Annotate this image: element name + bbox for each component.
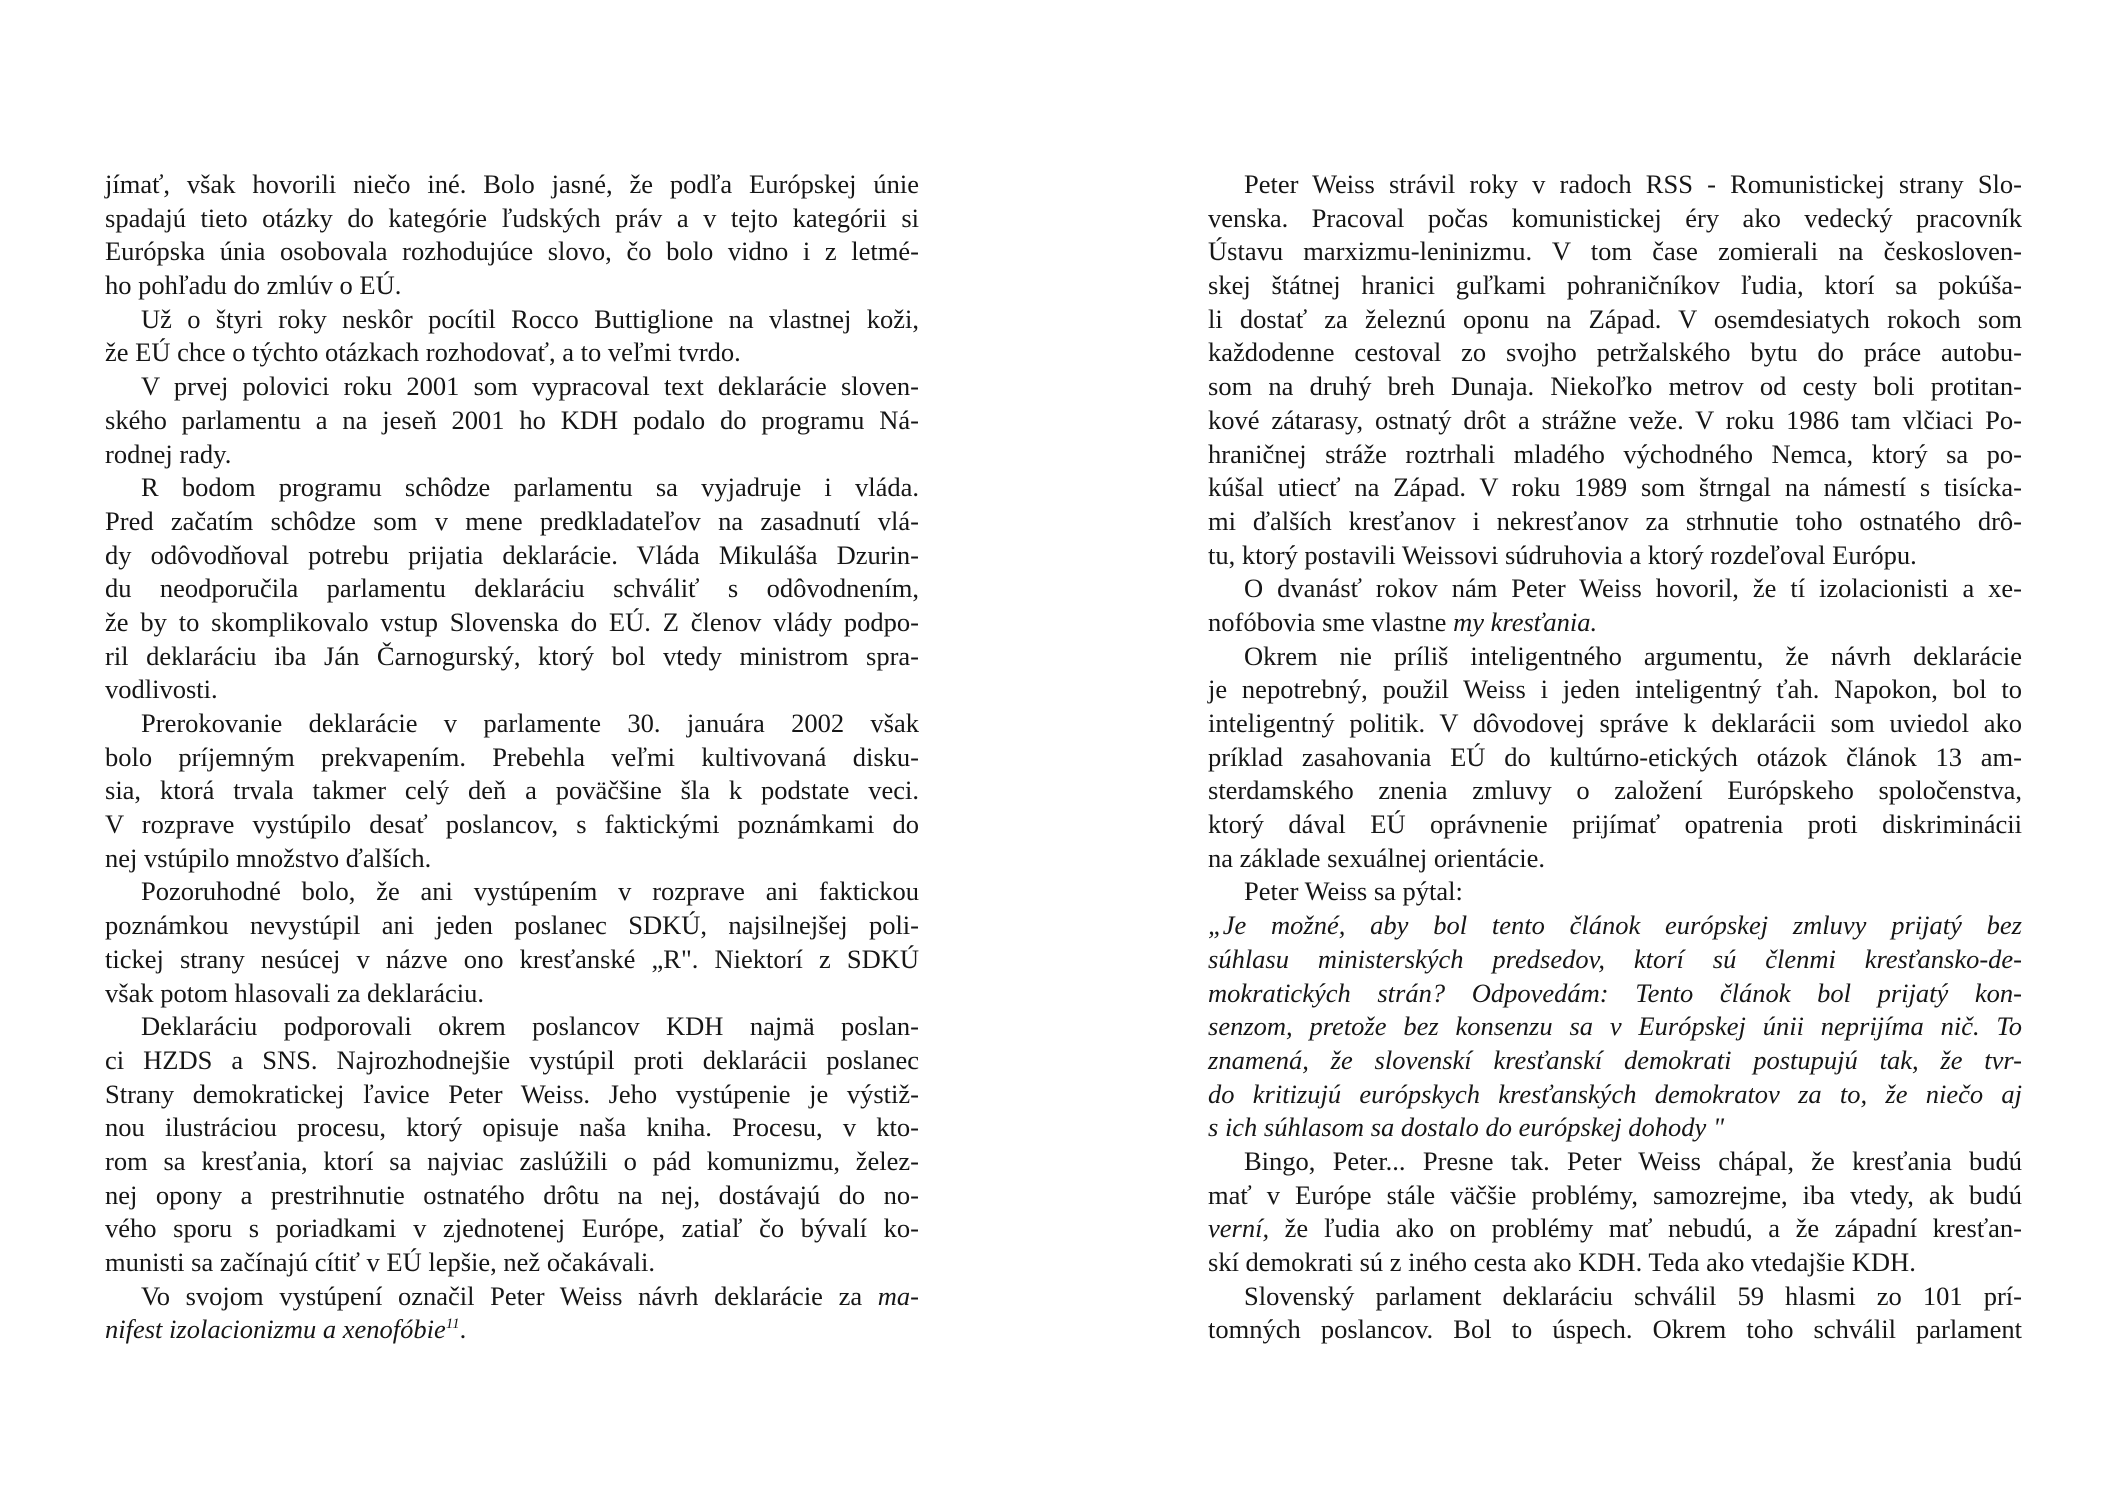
italic-run: ma- bbox=[877, 1280, 919, 1311]
text-line: tu, ktorý postavili Weissovi súdruhovia a ktorý rozdeľoval Európu. bbox=[1208, 539, 1917, 570]
text-line: Slovenský parlament deklaráciu schválil 59 hlasmi zo 101 prí- bbox=[1244, 1280, 2022, 1311]
text-line: hraničnej stráže roztrhali mladého východného Nemca, ktorý sa po- bbox=[1208, 438, 2022, 469]
quote-line: do kritizujú európskych kresťanských demokratov za to, že niečo aj bbox=[1208, 1078, 2022, 1109]
text-run: Vo svojom vystúpení označil Peter Weiss návrh deklarácie za bbox=[141, 1280, 878, 1311]
text-line: skej štátnej hranici guľkami pohraničníkov ľudia, ktorí sa pokúša- bbox=[1208, 270, 2022, 301]
quote-line: znamená, že slovenskí kresťanskí demokrati postupujú tak, že tvr- bbox=[1208, 1044, 2022, 1075]
text-line: Prerokovanie deklarácie v parlamente 30. januára 2002 však bbox=[141, 708, 919, 738]
text-line: Bingo, Peter... Presne tak. Peter Weiss chápal, že kresťania budú bbox=[1244, 1145, 2022, 1176]
text-line: každodenne cestoval zo svojho petržalského bytu do práce autobu- bbox=[1208, 337, 2022, 368]
text-line: spadajú tieto otázky do kategórie ľudských práv a v tejto kategórii si bbox=[105, 202, 919, 233]
text-line: vého sporu s poriadkami v zjednotenej Európe, zatiaľ čo bývalí ko- bbox=[105, 1213, 919, 1244]
text-line: Strany demokratickej ľavice Peter Weiss. Jeho vystúpenie je výstiž- bbox=[105, 1078, 919, 1109]
text-line: V rozprave vystúpilo desať poslancov, s faktickými poznámkami do bbox=[105, 809, 919, 840]
text-line: Peter Weiss strávil roky v radoch RSS - Romunistickej strany Slo- bbox=[1244, 169, 2022, 199]
text-line: je nepotrebný, použil Weiss i jeden inteligentný ťah. Napokon, bol to bbox=[1208, 674, 2022, 705]
text-line bbox=[1208, 1212, 2022, 1246]
text-run: že ľudia ako on problémy mať nebudú, a že západní kresťan- bbox=[1269, 1213, 2022, 1244]
text-line: ktorý dával EÚ oprávnenie prijímať opatrenia proti diskriminácii bbox=[1208, 809, 2022, 840]
quote-line: „Je možné, aby bol tento článok európskej zmluvy prijatý bez bbox=[1208, 910, 2022, 941]
text-run: nofóbovia sme vlastne bbox=[1208, 606, 1454, 637]
text-line bbox=[1208, 606, 2022, 640]
text-line: mi ďalších kresťanov i nekresťanov za strhnutie toho ostnatého drô- bbox=[1208, 505, 2022, 536]
text-line: nej opony a prestrihnutie ostnatého drôtu na nej, dostávajú do no- bbox=[105, 1179, 919, 1210]
text-line: ril deklaráciu iba Ján Čarnogurský, ktorý bol vtedy ministrom spra- bbox=[105, 640, 919, 671]
text-line: R bodom programu schôdze parlamentu sa vyjadruje i vláda. bbox=[141, 472, 919, 503]
text-line: rom sa kresťania, ktorí sa najviac zaslúžili o pád komunizmu, želez- bbox=[105, 1145, 919, 1176]
text-line: Pred začatím schôdze som v mene predkladateľov na zasadnutí vlá- bbox=[105, 505, 919, 536]
text-line: du neodporučila parlamentu deklaráciu schváliť s odôvodnením, bbox=[105, 573, 919, 604]
italic-run: my kresťania. bbox=[1453, 606, 1598, 637]
text-line: tomných poslancov. Bol to úspech. Okrem toho schválil parlament bbox=[1208, 1314, 2022, 1345]
italic-run: nifest izolacionizmu a xenofóbie bbox=[105, 1314, 446, 1345]
text-line: ci HZDS a SNS. Najrozhodnejšie vystúpil proti deklarácii poslanec bbox=[105, 1044, 919, 1075]
text-line: bolo príjemným prekvapením. Prebehla veľmi kultivovaná disku- bbox=[105, 741, 919, 772]
left-page bbox=[105, 168, 919, 1347]
text-line: V prvej polovici roku 2001 som vypracoval text deklarácie sloven- bbox=[141, 371, 919, 402]
text-line: O dvanásť rokov nám Peter Weiss hovoril, že tí izolacionisti a xe- bbox=[1244, 573, 2022, 604]
text-line: venska. Pracoval počas komunistickej éry ako vedecký pracovník bbox=[1208, 202, 2022, 233]
text-line: ho pohľadu do zmlúv o EÚ. bbox=[105, 270, 402, 301]
text-line: som na druhý breh Dunaja. Niekoľko metrov od cesty boli protitan- bbox=[1208, 371, 2022, 402]
quote-line: mokratických strán? Odpovedám: Tento článok bol prijatý kon- bbox=[1208, 977, 2022, 1008]
text-line: Už o štyri roky neskôr pocítil Rocco Buttiglione na vlastnej koži, bbox=[141, 303, 919, 334]
text-line: nou ilustráciou procesu, ktorý opisuje naša kniha. Procesu, v kto- bbox=[105, 1112, 919, 1143]
text-line: jímať, však hovorili niečo iné. Bolo jasné, že podľa Európskej únie bbox=[105, 169, 919, 199]
text-line: inteligentný politik. V dôvodovej správe k deklarácii som uviedol ako bbox=[1208, 708, 2022, 738]
quote-line: súhlasu ministerských predsedov, ktorí sú členmi kresťansko-de- bbox=[1208, 943, 2022, 974]
text-run: . bbox=[459, 1314, 467, 1345]
quote-line: senzom, pretože bez konsenzu sa v Európskej únii neprijíma nič. To bbox=[1208, 1011, 2022, 1042]
text-line: že EÚ chce o týchto otázkach rozhodovať, a to veľmi tvrdo. bbox=[105, 337, 741, 368]
text-line: nej vstúpilo množstvo ďalších. bbox=[105, 842, 432, 873]
text-line: však potom hlasovali za deklaráciu. bbox=[105, 977, 484, 1008]
text-line: na základe sexuálnej orientácie. bbox=[1208, 842, 1545, 873]
text-line: skí demokrati sú z iného cesta ako KDH. Teda ako vtedajšie KDH. bbox=[1208, 1247, 1916, 1277]
text-line: tickej strany nesúcej v názve ono kresťanské „R". Niektorí z SDKÚ bbox=[105, 943, 919, 974]
text-line: Peter Weiss sa pýtal: bbox=[1244, 876, 1463, 907]
italic-run: verní, bbox=[1208, 1213, 1270, 1244]
right-page bbox=[1208, 168, 2022, 1347]
text-line: mať v Európe stále väčšie problémy, samozrejme, iba vtedy, ak budú bbox=[1208, 1179, 2022, 1210]
text-line: poznámkou nevystúpil ani jeden poslanec SDKÚ, najsilnejšej poli- bbox=[105, 910, 919, 941]
text-line: Európska únia osobovala rozhodujúce slovo, čo bolo vidno i z letmé- bbox=[105, 236, 919, 267]
text-line: kové zátarasy, ostnatý drôt a strážne veže. V roku 1986 tam vlčiaci Po- bbox=[1208, 404, 2022, 435]
text-line: ského parlamentu a na jeseň 2001 ho KDH podalo do programu Ná- bbox=[105, 404, 919, 435]
text-line: príklad zasahovania EÚ do kultúrno-etických otázok článok 13 am- bbox=[1208, 741, 2022, 772]
text-line: Pozoruhodné bolo, že ani vystúpením v rozprave ani faktickou bbox=[141, 876, 919, 907]
text-line: sterdamského znenia zmluvy o založení Európskeho spoločenstva, bbox=[1208, 775, 2022, 806]
text-line: sia, ktorá trvala takmer celý deň a poväčšine šla k podstate veci. bbox=[105, 775, 919, 806]
text-line: munisti sa začínajú cítiť v EÚ lepšie, než očakávali. bbox=[105, 1247, 655, 1277]
text-line bbox=[105, 1280, 919, 1314]
text-line: rodnej rady. bbox=[105, 438, 232, 469]
text-line: dy odôvodňoval potrebu prijatia deklarácie. Vláda Mikuláša Dzurin- bbox=[105, 539, 919, 570]
text-line: Ústavu marxizmu-leninizmu. V tom čase zomierali na českosloven- bbox=[1208, 236, 2022, 267]
text-line: li dostať za železnú oponu na Západ. V osemdesiatych rokoch som bbox=[1208, 303, 2022, 334]
text-line: Okrem nie príliš inteligentného argumentu, že návrh deklarácie bbox=[1244, 640, 2022, 671]
text-line: Deklaráciu podporovali okrem poslancov KDH najmä poslan- bbox=[141, 1011, 919, 1042]
text-line bbox=[105, 1313, 919, 1347]
footnote-reference: 11 bbox=[445, 1316, 460, 1333]
text-line: vodlivosti. bbox=[105, 674, 218, 705]
quote-line: s ich súhlasom sa dostalo do európskej dohody " bbox=[1208, 1112, 1725, 1143]
text-line: že by to skomplikovalo vstup Slovenska do EÚ. Z členov vlády podpo- bbox=[105, 606, 919, 637]
text-line: kúšal utiecť na Západ. V roku 1989 som štrngal na námestí s tisícka- bbox=[1208, 472, 2022, 503]
